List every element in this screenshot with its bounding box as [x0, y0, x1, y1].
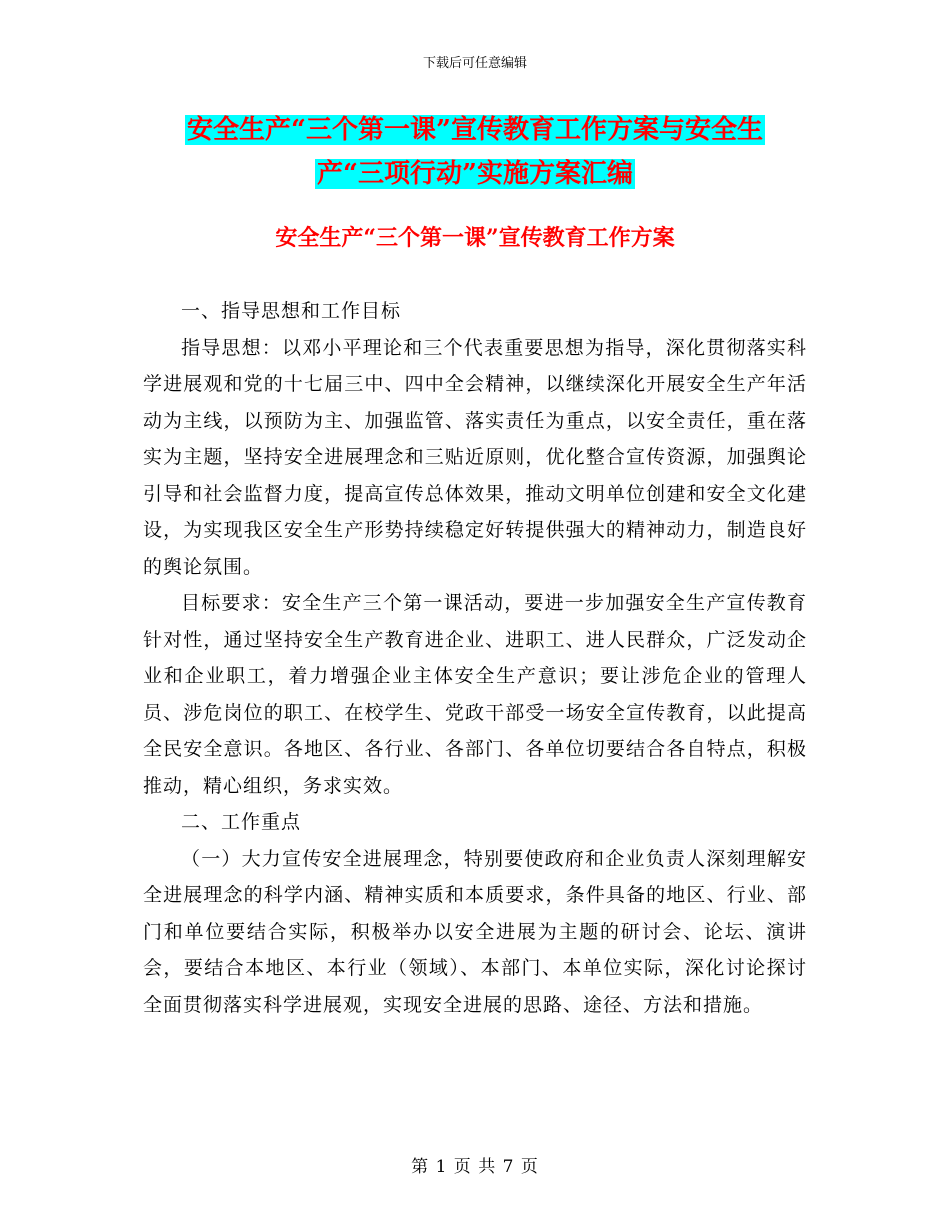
section-title: 安全生产“三个第一课”宣传教育工作方案: [275, 225, 675, 251]
heading-guiding-ideology: 一、指导思想和工作目标: [181, 300, 402, 322]
heading-work-focus: 二、工作重点: [181, 811, 302, 833]
document-body: [143, 293, 807, 1023]
page-header-note: 下载后可任意编辑: [422, 56, 527, 71]
paragraph-guiding-ideology: 指导思想：以邓小平理论和三个代表重要思想为指导，深化贯彻落实科学进展观和党的十七届三中、四中全会精神，以继续深化开展安全生产年活动为主线，以预防为主、加强监管、落实责任为重点，以安全责任，重在落实为主题，坚持安全进展理念和三贴近原则，优化整合宣传资源，加强舆论引导和社会监督力度，提高宣传总体效果，推动文明单位创建和安全文化建设，为实现我区安全生产形势持续稳定好转提供强大的精神动力，制造良好的舆论氛围。: [143, 336, 807, 578]
document-title-text-2: 产“三项行动”实施方案汇编: [317, 159, 633, 189]
page-number: 第 1 页 共 7 页: [411, 1157, 539, 1177]
document-title-line-2: [0, 151, 950, 197]
paragraph-work-focus-1: （一）大力宣传安全进展理念，特别要使政府和企业负责人深刻理解安全进展理念的科学内涵、精神实质和本质要求，条件具备的地区、行业、部门和单位要结合实际，积极举办以安全进展为主题的研讨会、论坛、演讲会，要结合本地区、本行业（领域）、本部门、本单位实际，深化讨论探讨全面贯彻落实科学进展观，实现安全进展的思路、途径、方法和措施。: [143, 847, 807, 1016]
paragraph-target-requirements: 目标要求：安全生产三个第一课活动，要进一步加强安全生产宣传教育针对性，通过坚持安全生产教育进企业、进职工、进人民群众，广泛发动企业和企业职工，着力增强企业主体安全生产意识；要让涉危企业的管理人员、涉危岗位的职工、在校学生、党政干部受一场安全宣传教育，以此提高全民安全意识。各地区、各行业、各部门、各单位切要结合各自特点，积极推动，精心组织，务求实效。: [143, 592, 807, 797]
document-title-line-1: [0, 107, 950, 153]
document-title-text-1: 安全生产“三个第一课”宣传教育工作方案与安全生: [187, 115, 763, 145]
